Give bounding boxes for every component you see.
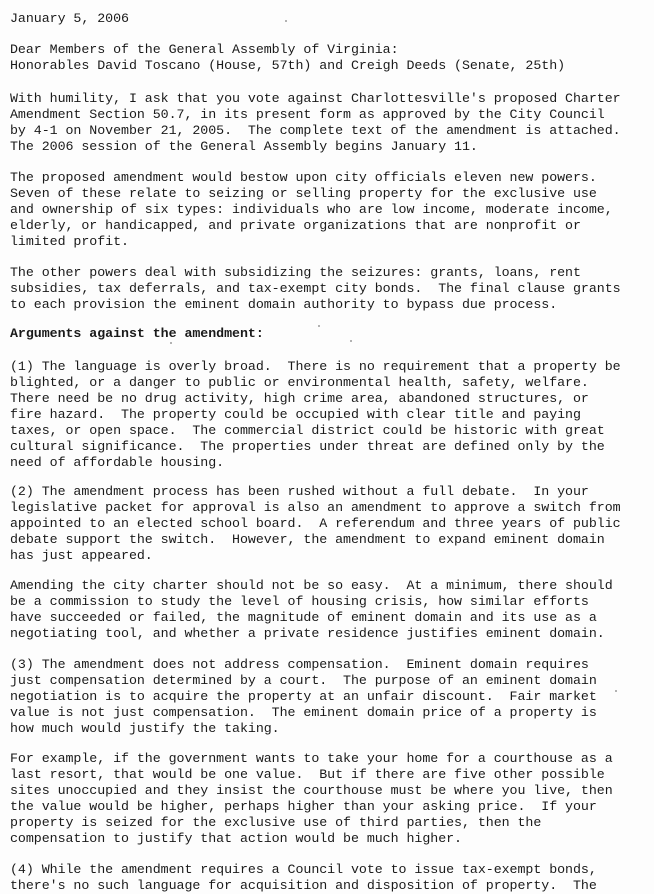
powers-line: The proposed amendment would bestow upon city officials eleven new powers. (10, 170, 597, 185)
argument-3-line: negotiation is to acquire the property at an unfair discount. Fair market (10, 689, 597, 704)
argument-3-line: (3) The amendment does not address compensation. Eminent domain requires (10, 657, 589, 672)
intro-line: The 2006 session of the General Assembly begins January 11. (10, 139, 478, 154)
scan-speck (615, 690, 617, 692)
argument-3-line: how much would justify the taking. (10, 721, 280, 736)
argument-3-line: just compensation determined by a court. The purpose of an eminent domain (10, 673, 597, 688)
scan-speck (285, 20, 287, 22)
argument-1-line: (1) The language is overly broad. There is no requirement that a property be (10, 359, 621, 374)
argument-2-line: appointed to an elected school board. A referendum and three years of public (10, 516, 621, 531)
argument-1-line: fire hazard. The property could be occupied with clear title and paying (10, 407, 581, 422)
powers-line: elderly, or handicapped, and private organizations that are nonprofit or (10, 218, 581, 233)
charter-line: negotiating tool, and whether a private residence justifies eminent domain. (10, 626, 605, 641)
arguments-heading: Arguments against the amendment: (10, 326, 264, 341)
powers-line: Seven of these relate to seizing or selling property for the exclusive use (10, 186, 597, 201)
charter-line: have succeeded or failed, the magnitude of eminent domain and its use as a (10, 610, 597, 625)
letter-date: January 5, 2006 (10, 11, 129, 26)
scan-speck (318, 325, 320, 327)
example-line: sites unoccupied and they insist the courthouse must be where you live, then (10, 783, 613, 798)
intro-line: With humility, I ask that you vote against Charlottesville's proposed Charter (10, 91, 621, 106)
salutation-line: Honorables David Toscano (House, 57th) and Creigh Deeds (Senate, 25th) (10, 58, 566, 73)
example-line: compensation to justify that action would be much higher. (10, 831, 462, 846)
scan-speck (170, 342, 172, 344)
example-line: property is seized for the exclusive use of third parties, then the (10, 815, 542, 830)
argument-2-line: (2) The amendment process has been rushed without a full debate. In your (10, 484, 589, 499)
other-powers-line: subsidies, tax deferrals, and tax-exempt city bonds. The final clause grants (10, 281, 621, 296)
charter-line: Amending the city charter should not be so easy. At a minimum, there should (10, 578, 613, 593)
argument-3-line: value is not just compensation. The eminent domain price of a property is (10, 705, 597, 720)
argument-4-line: there's no such language for acquisition and disposition of property. The (10, 878, 597, 893)
other-powers-line: The other powers deal with subsidizing the seizures: grants, loans, rent (10, 265, 581, 280)
example-line: last resort, that would be one value. But if there are five other possible (10, 767, 605, 782)
argument-4-line: (4) While the amendment requires a Council vote to issue tax-exempt bonds, (10, 862, 597, 877)
argument-1-line: blighted, or a danger to public or environmental health, safety, welfare. (10, 375, 589, 390)
salutation-line: Dear Members of the General Assembly of Virginia: (10, 42, 399, 57)
powers-line: limited profit. (10, 234, 129, 249)
other-powers-line: to each provision the eminent domain authority to bypass due process. (10, 297, 558, 312)
argument-1-line: need of affordable housing. (10, 455, 225, 470)
example-line: the value would be higher, perhaps higher than your asking price. If your (10, 799, 597, 814)
argument-2-line: legislative packet for approval is also an amendment to approve a switch from (10, 500, 621, 515)
argument-2-line: has just appeared. (10, 548, 153, 563)
scan-speck (350, 340, 352, 342)
argument-1-line: cultural significance. The properties under threat are defined only by the (10, 439, 605, 454)
powers-line: and ownership of six types: individuals who are low income, moderate income, (10, 202, 613, 217)
intro-line: by 4-1 on November 21, 2005. The complete text of the amendment is attached. (10, 123, 621, 138)
argument-2-line: debate support the switch. However, the amendment to expand eminent domain (10, 532, 605, 547)
argument-1-line: There need be no drug activity, high crime area, abandoned structures, or (10, 391, 589, 406)
charter-line: be a commission to study the level of housing crisis, how similar efforts (10, 594, 589, 609)
intro-line: Amendment Section 50.7, in its present form as approved by the City Council (10, 107, 605, 122)
example-line: For example, if the government wants to take your home for a courthouse as a (10, 751, 613, 766)
argument-1-line: taxes, or open space. The commercial district could be historic with great (10, 423, 605, 438)
